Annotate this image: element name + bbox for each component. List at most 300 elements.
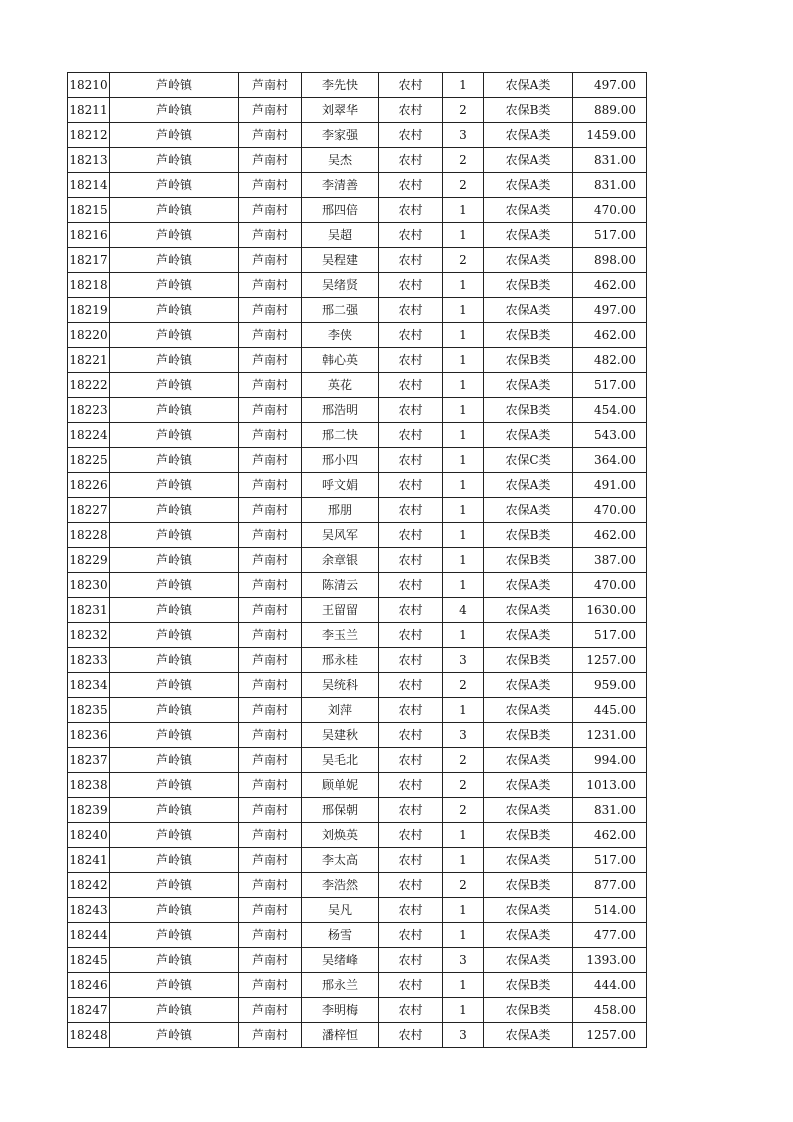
table-row — [68, 998, 647, 1023]
household-type-cell: 农村 — [379, 373, 443, 398]
insurance-class-cell: 农保A类 — [484, 1023, 573, 1048]
village-cell: 芦南村 — [239, 548, 302, 573]
table-row — [68, 573, 647, 598]
amount-cell: 898.00 — [573, 248, 647, 273]
village-cell: 芦南村 — [239, 373, 302, 398]
insurance-class-cell: 农保A类 — [484, 148, 573, 173]
record-id-cell: 18210 — [68, 73, 110, 98]
insurance-class-cell: 农保A类 — [484, 848, 573, 873]
town-cell: 芦岭镇 — [110, 423, 239, 448]
village-cell: 芦南村 — [239, 198, 302, 223]
amount-cell: 491.00 — [573, 473, 647, 498]
household-type-cell: 农村 — [379, 848, 443, 873]
record-id-cell: 18236 — [68, 723, 110, 748]
record-id-cell: 18224 — [68, 423, 110, 448]
record-id-cell: 18232 — [68, 623, 110, 648]
table-row — [68, 598, 647, 623]
town-cell: 芦岭镇 — [110, 73, 239, 98]
name-cell: 李侠 — [302, 323, 379, 348]
town-cell: 芦岭镇 — [110, 798, 239, 823]
town-cell: 芦岭镇 — [110, 223, 239, 248]
insurance-class-cell: 农保B类 — [484, 873, 573, 898]
insurance-class-cell: 农保C类 — [484, 448, 573, 473]
household-type-cell: 农村 — [379, 273, 443, 298]
insurance-class-cell: 农保B类 — [484, 98, 573, 123]
member-count-cell: 1 — [443, 823, 484, 848]
town-cell: 芦岭镇 — [110, 348, 239, 373]
household-type-cell: 农村 — [379, 498, 443, 523]
town-cell: 芦岭镇 — [110, 873, 239, 898]
name-cell: 潘梓恒 — [302, 1023, 379, 1048]
household-type-cell: 农村 — [379, 348, 443, 373]
name-cell: 李玉兰 — [302, 623, 379, 648]
record-id-cell: 18241 — [68, 848, 110, 873]
town-cell: 芦岭镇 — [110, 673, 239, 698]
household-type-cell: 农村 — [379, 773, 443, 798]
amount-cell: 831.00 — [573, 148, 647, 173]
records-sheet — [67, 72, 647, 1048]
name-cell: 李家强 — [302, 123, 379, 148]
record-id-cell: 18222 — [68, 373, 110, 398]
record-id-cell: 18212 — [68, 123, 110, 148]
village-cell: 芦南村 — [239, 573, 302, 598]
member-count-cell: 1 — [443, 973, 484, 998]
table-row — [68, 723, 647, 748]
insurance-class-cell: 农保A类 — [484, 423, 573, 448]
record-id-cell: 18220 — [68, 323, 110, 348]
insurance-class-cell: 农保B类 — [484, 973, 573, 998]
town-cell: 芦岭镇 — [110, 1023, 239, 1048]
table-row — [68, 223, 647, 248]
amount-cell: 470.00 — [573, 573, 647, 598]
record-id-cell: 18211 — [68, 98, 110, 123]
table-row — [68, 173, 647, 198]
record-id-cell: 18219 — [68, 298, 110, 323]
village-cell: 芦南村 — [239, 273, 302, 298]
record-id-cell: 18226 — [68, 473, 110, 498]
village-cell: 芦南村 — [239, 848, 302, 873]
amount-cell: 1459.00 — [573, 123, 647, 148]
household-type-cell: 农村 — [379, 948, 443, 973]
member-count-cell: 1 — [443, 523, 484, 548]
household-type-cell: 农村 — [379, 198, 443, 223]
name-cell: 杨雪 — [302, 923, 379, 948]
amount-cell: 994.00 — [573, 748, 647, 773]
table-row — [68, 623, 647, 648]
village-cell: 芦南村 — [239, 173, 302, 198]
insurance-class-cell: 农保A类 — [484, 598, 573, 623]
amount-cell: 1393.00 — [573, 948, 647, 973]
insurance-class-cell: 农保B类 — [484, 648, 573, 673]
record-id-cell: 18238 — [68, 773, 110, 798]
table-row — [68, 423, 647, 448]
name-cell: 李先快 — [302, 73, 379, 98]
insurance-class-cell: 农保A类 — [484, 123, 573, 148]
table-row — [68, 273, 647, 298]
name-cell: 吴绪贤 — [302, 273, 379, 298]
record-id-cell: 18234 — [68, 673, 110, 698]
village-cell: 芦南村 — [239, 398, 302, 423]
table-row — [68, 73, 647, 98]
member-count-cell: 3 — [443, 123, 484, 148]
town-cell: 芦岭镇 — [110, 598, 239, 623]
name-cell: 李太高 — [302, 848, 379, 873]
amount-cell: 1257.00 — [573, 648, 647, 673]
town-cell: 芦岭镇 — [110, 748, 239, 773]
household-type-cell: 农村 — [379, 1023, 443, 1048]
member-count-cell: 2 — [443, 173, 484, 198]
insurance-class-cell: 农保A类 — [484, 573, 573, 598]
name-cell: 余章银 — [302, 548, 379, 573]
member-count-cell: 1 — [443, 348, 484, 373]
record-id-cell: 18223 — [68, 398, 110, 423]
record-id-cell: 18235 — [68, 698, 110, 723]
name-cell: 邢朋 — [302, 498, 379, 523]
member-count-cell: 1 — [443, 498, 484, 523]
amount-cell: 387.00 — [573, 548, 647, 573]
amount-cell: 959.00 — [573, 673, 647, 698]
insurance-class-cell: 农保A类 — [484, 748, 573, 773]
name-cell: 邢永桂 — [302, 648, 379, 673]
table-row — [68, 923, 647, 948]
town-cell: 芦岭镇 — [110, 123, 239, 148]
name-cell: 邢保朝 — [302, 798, 379, 823]
record-id-cell: 18225 — [68, 448, 110, 473]
amount-cell: 462.00 — [573, 323, 647, 348]
table-row — [68, 698, 647, 723]
amount-cell: 831.00 — [573, 798, 647, 823]
household-type-cell: 农村 — [379, 723, 443, 748]
town-cell: 芦岭镇 — [110, 623, 239, 648]
member-count-cell: 1 — [443, 848, 484, 873]
village-cell: 芦南村 — [239, 748, 302, 773]
insurance-class-cell: 农保B类 — [484, 523, 573, 548]
name-cell: 吴统科 — [302, 673, 379, 698]
table-row — [68, 548, 647, 573]
insurance-class-cell: 农保A类 — [484, 798, 573, 823]
insurance-class-cell: 农保A类 — [484, 248, 573, 273]
insurance-class-cell: 农保B类 — [484, 348, 573, 373]
amount-cell: 517.00 — [573, 623, 647, 648]
member-count-cell: 1 — [443, 623, 484, 648]
amount-cell: 497.00 — [573, 298, 647, 323]
table-row — [68, 523, 647, 548]
amount-cell: 1630.00 — [573, 598, 647, 623]
name-cell: 吴凡 — [302, 898, 379, 923]
member-count-cell: 3 — [443, 1023, 484, 1048]
town-cell: 芦岭镇 — [110, 898, 239, 923]
member-count-cell: 2 — [443, 748, 484, 773]
table-row — [68, 673, 647, 698]
village-cell: 芦南村 — [239, 123, 302, 148]
amount-cell: 462.00 — [573, 523, 647, 548]
household-type-cell: 农村 — [379, 548, 443, 573]
table-row — [68, 873, 647, 898]
town-cell: 芦岭镇 — [110, 948, 239, 973]
member-count-cell: 2 — [443, 673, 484, 698]
town-cell: 芦岭镇 — [110, 573, 239, 598]
record-id-cell: 18218 — [68, 273, 110, 298]
town-cell: 芦岭镇 — [110, 998, 239, 1023]
town-cell: 芦岭镇 — [110, 548, 239, 573]
household-type-cell: 农村 — [379, 698, 443, 723]
table-row — [68, 323, 647, 348]
village-cell: 芦南村 — [239, 498, 302, 523]
table-row — [68, 298, 647, 323]
amount-cell: 543.00 — [573, 423, 647, 448]
member-count-cell: 1 — [443, 998, 484, 1023]
village-cell: 芦南村 — [239, 673, 302, 698]
name-cell: 吴杰 — [302, 148, 379, 173]
record-id-cell: 18248 — [68, 1023, 110, 1048]
insurance-class-cell: 农保A类 — [484, 898, 573, 923]
village-cell: 芦南村 — [239, 598, 302, 623]
village-cell: 芦南村 — [239, 898, 302, 923]
village-cell: 芦南村 — [239, 523, 302, 548]
village-cell: 芦南村 — [239, 873, 302, 898]
name-cell: 吴超 — [302, 223, 379, 248]
name-cell: 吴毛北 — [302, 748, 379, 773]
village-cell: 芦南村 — [239, 423, 302, 448]
village-cell: 芦南村 — [239, 923, 302, 948]
table-row — [68, 898, 647, 923]
table-row — [68, 398, 647, 423]
amount-cell: 462.00 — [573, 273, 647, 298]
town-cell: 芦岭镇 — [110, 248, 239, 273]
household-type-cell: 农村 — [379, 223, 443, 248]
amount-cell: 444.00 — [573, 973, 647, 998]
member-count-cell: 1 — [443, 298, 484, 323]
insurance-class-cell: 农保A类 — [484, 948, 573, 973]
table-row — [68, 848, 647, 873]
name-cell: 吴程建 — [302, 248, 379, 273]
insurance-class-cell: 农保A类 — [484, 73, 573, 98]
amount-cell: 517.00 — [573, 373, 647, 398]
town-cell: 芦岭镇 — [110, 198, 239, 223]
town-cell: 芦岭镇 — [110, 698, 239, 723]
table-row — [68, 198, 647, 223]
table-row — [68, 448, 647, 473]
name-cell: 邢二快 — [302, 423, 379, 448]
member-count-cell: 1 — [443, 373, 484, 398]
town-cell: 芦岭镇 — [110, 173, 239, 198]
village-cell: 芦南村 — [239, 73, 302, 98]
amount-cell: 1257.00 — [573, 1023, 647, 1048]
record-id-cell: 18227 — [68, 498, 110, 523]
record-id-cell: 18247 — [68, 998, 110, 1023]
amount-cell: 458.00 — [573, 998, 647, 1023]
insurance-class-cell: 农保B类 — [484, 273, 573, 298]
town-cell: 芦岭镇 — [110, 848, 239, 873]
village-cell: 芦南村 — [239, 223, 302, 248]
table-row — [68, 973, 647, 998]
insurance-class-cell: 农保A类 — [484, 298, 573, 323]
name-cell: 陈清云 — [302, 573, 379, 598]
household-type-cell: 农村 — [379, 623, 443, 648]
record-id-cell: 18240 — [68, 823, 110, 848]
amount-cell: 889.00 — [573, 98, 647, 123]
village-cell: 芦南村 — [239, 723, 302, 748]
record-id-cell: 18239 — [68, 798, 110, 823]
table-row — [68, 148, 647, 173]
village-cell: 芦南村 — [239, 623, 302, 648]
table-row — [68, 773, 647, 798]
insurance-class-cell: 农保A类 — [484, 498, 573, 523]
amount-cell: 445.00 — [573, 698, 647, 723]
household-type-cell: 农村 — [379, 473, 443, 498]
household-type-cell: 农村 — [379, 873, 443, 898]
household-type-cell: 农村 — [379, 973, 443, 998]
member-count-cell: 2 — [443, 773, 484, 798]
amount-cell: 517.00 — [573, 223, 647, 248]
insurance-class-cell: 农保B类 — [484, 998, 573, 1023]
member-count-cell: 1 — [443, 548, 484, 573]
village-cell: 芦南村 — [239, 648, 302, 673]
insurance-class-cell: 农保A类 — [484, 698, 573, 723]
name-cell: 刘翠华 — [302, 98, 379, 123]
amount-cell: 497.00 — [573, 73, 647, 98]
village-cell: 芦南村 — [239, 948, 302, 973]
table-row — [68, 1023, 647, 1048]
record-id-cell: 18217 — [68, 248, 110, 273]
household-type-cell: 农村 — [379, 823, 443, 848]
household-type-cell: 农村 — [379, 448, 443, 473]
household-type-cell: 农村 — [379, 148, 443, 173]
amount-cell: 482.00 — [573, 348, 647, 373]
name-cell: 刘萍 — [302, 698, 379, 723]
village-cell: 芦南村 — [239, 973, 302, 998]
table-row — [68, 823, 647, 848]
record-id-cell: 18246 — [68, 973, 110, 998]
name-cell: 邢小四 — [302, 448, 379, 473]
name-cell: 邢永兰 — [302, 973, 379, 998]
table-row — [68, 798, 647, 823]
name-cell: 韩心英 — [302, 348, 379, 373]
insurance-class-cell: 农保A类 — [484, 198, 573, 223]
village-cell: 芦南村 — [239, 298, 302, 323]
member-count-cell: 2 — [443, 873, 484, 898]
household-type-cell: 农村 — [379, 123, 443, 148]
name-cell: 邢浩明 — [302, 398, 379, 423]
name-cell: 呼文娟 — [302, 473, 379, 498]
amount-cell: 470.00 — [573, 198, 647, 223]
records-table-body — [68, 73, 647, 1048]
household-type-cell: 农村 — [379, 73, 443, 98]
name-cell: 英花 — [302, 373, 379, 398]
insurance-class-cell: 农保A类 — [484, 173, 573, 198]
record-id-cell: 18221 — [68, 348, 110, 373]
member-count-cell: 1 — [443, 448, 484, 473]
household-type-cell: 农村 — [379, 298, 443, 323]
record-id-cell: 18213 — [68, 148, 110, 173]
insurance-class-cell: 农保A类 — [484, 223, 573, 248]
household-type-cell: 农村 — [379, 248, 443, 273]
insurance-class-cell: 农保A类 — [484, 373, 573, 398]
town-cell: 芦岭镇 — [110, 398, 239, 423]
record-id-cell: 18242 — [68, 873, 110, 898]
record-id-cell: 18214 — [68, 173, 110, 198]
insurance-class-cell: 农保A类 — [484, 923, 573, 948]
town-cell: 芦岭镇 — [110, 473, 239, 498]
household-type-cell: 农村 — [379, 398, 443, 423]
town-cell: 芦岭镇 — [110, 148, 239, 173]
table-row — [68, 248, 647, 273]
town-cell: 芦岭镇 — [110, 823, 239, 848]
household-type-cell: 农村 — [379, 923, 443, 948]
household-type-cell: 农村 — [379, 173, 443, 198]
table-row — [68, 748, 647, 773]
town-cell: 芦岭镇 — [110, 448, 239, 473]
name-cell: 刘焕英 — [302, 823, 379, 848]
amount-cell: 462.00 — [573, 823, 647, 848]
record-id-cell: 18230 — [68, 573, 110, 598]
member-count-cell: 2 — [443, 798, 484, 823]
household-type-cell: 农村 — [379, 323, 443, 348]
member-count-cell: 3 — [443, 648, 484, 673]
amount-cell: 831.00 — [573, 173, 647, 198]
amount-cell: 364.00 — [573, 448, 647, 473]
record-id-cell: 18245 — [68, 948, 110, 973]
name-cell: 吴绪峰 — [302, 948, 379, 973]
amount-cell: 470.00 — [573, 498, 647, 523]
member-count-cell: 3 — [443, 723, 484, 748]
table-row — [68, 498, 647, 523]
record-id-cell: 18233 — [68, 648, 110, 673]
table-row — [68, 948, 647, 973]
member-count-cell: 1 — [443, 398, 484, 423]
town-cell: 芦岭镇 — [110, 973, 239, 998]
insurance-class-cell: 农保B类 — [484, 398, 573, 423]
insurance-class-cell: 农保A类 — [484, 673, 573, 698]
member-count-cell: 1 — [443, 898, 484, 923]
name-cell: 李清善 — [302, 173, 379, 198]
name-cell: 邢二强 — [302, 298, 379, 323]
household-type-cell: 农村 — [379, 798, 443, 823]
insurance-class-cell: 农保A类 — [484, 773, 573, 798]
village-cell: 芦南村 — [239, 248, 302, 273]
household-type-cell: 农村 — [379, 898, 443, 923]
town-cell: 芦岭镇 — [110, 273, 239, 298]
records-table — [67, 72, 647, 1048]
record-id-cell: 18231 — [68, 598, 110, 623]
name-cell: 顾单妮 — [302, 773, 379, 798]
record-id-cell: 18216 — [68, 223, 110, 248]
insurance-class-cell: 农保B类 — [484, 823, 573, 848]
amount-cell: 514.00 — [573, 898, 647, 923]
household-type-cell: 农村 — [379, 598, 443, 623]
table-row — [68, 348, 647, 373]
village-cell: 芦南村 — [239, 323, 302, 348]
household-type-cell: 农村 — [379, 648, 443, 673]
record-id-cell: 18244 — [68, 923, 110, 948]
member-count-cell: 4 — [443, 598, 484, 623]
amount-cell: 1013.00 — [573, 773, 647, 798]
town-cell: 芦岭镇 — [110, 498, 239, 523]
record-id-cell: 18229 — [68, 548, 110, 573]
name-cell: 吴风军 — [302, 523, 379, 548]
household-type-cell: 农村 — [379, 998, 443, 1023]
amount-cell: 477.00 — [573, 923, 647, 948]
village-cell: 芦南村 — [239, 448, 302, 473]
amount-cell: 454.00 — [573, 398, 647, 423]
member-count-cell: 3 — [443, 948, 484, 973]
record-id-cell: 18237 — [68, 748, 110, 773]
household-type-cell: 农村 — [379, 98, 443, 123]
member-count-cell: 2 — [443, 148, 484, 173]
town-cell: 芦岭镇 — [110, 773, 239, 798]
record-id-cell: 18243 — [68, 898, 110, 923]
name-cell: 李明梅 — [302, 998, 379, 1023]
